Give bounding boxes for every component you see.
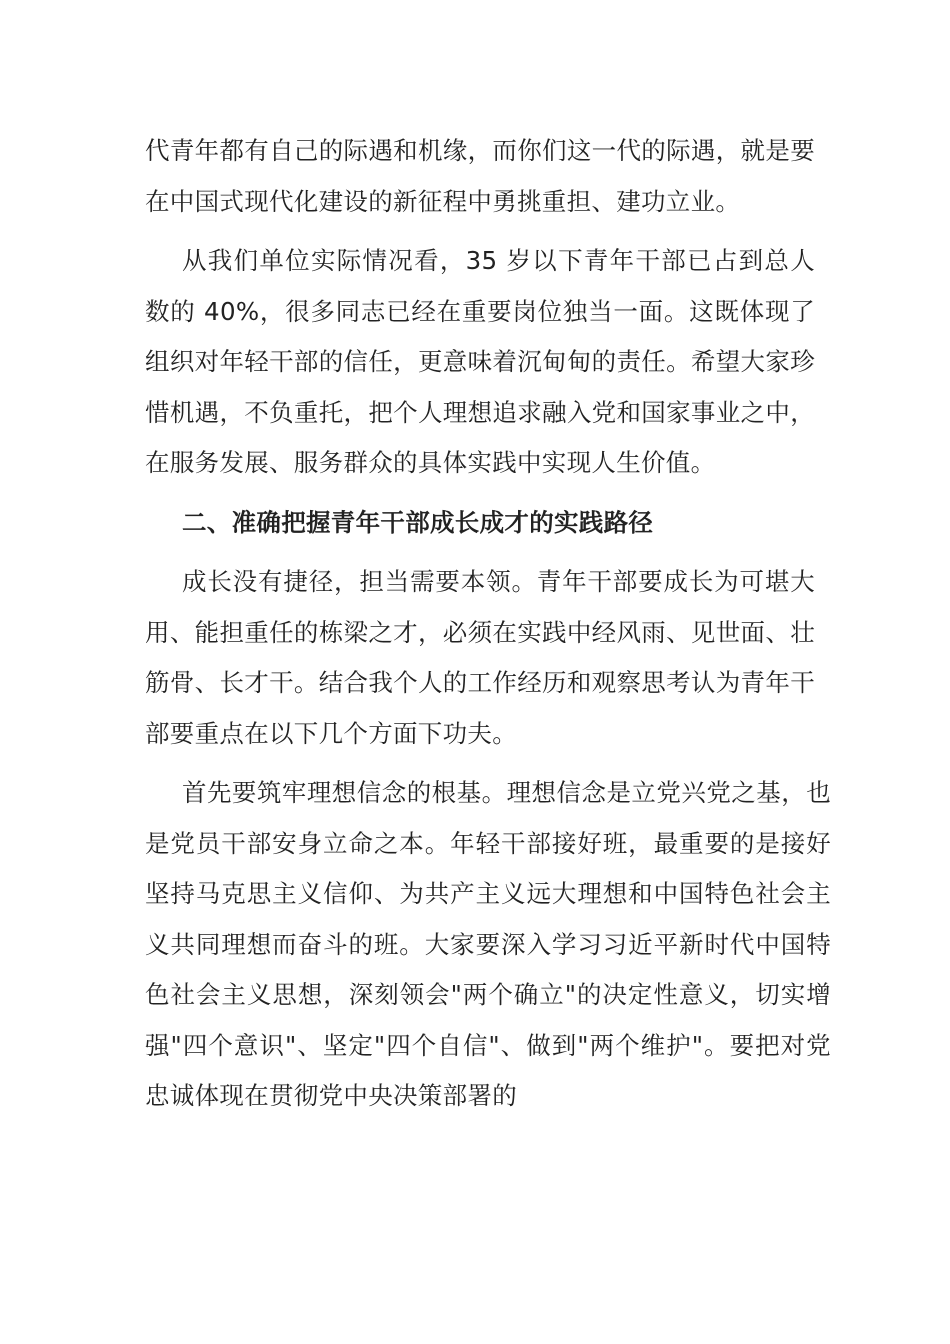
paragraph-unit-situation: 从我们单位实际情况看，35 岁以下青年干部已占到总人数的 40%，很多同志已经在重要岗位独当一面。这既体现了组织对年轻干部的信任，更意味着沉甸甸的责任。希望大家珍惜机遇，不负重托，把个人理想追求融入党和国家事业之中，在服务发展、服务群众的具体实践中实现人生价值。: [145, 246, 815, 477]
section-heading-2: 二、准确把握青年干部成长成才的实践路径: [182, 507, 654, 537]
paragraph-growth-path: 成长没有捷径，担当需要本领。青年干部要成长为可堪大用、能担重任的栋梁之才，必须在实践中经风雨、见世面、壮筋骨、长才干。结合我个人的工作经历和观察思考认为青年干部要重点在以下几个方面下功夫。: [145, 567, 815, 748]
document-body: [145, 126, 831, 1122]
paragraph-ideals-beliefs: 首先要筑牢理想信念的根基。理想信念是立党兴党之基，也是党员干部安身立命之本。年轻干部接好班，最重要的是接好坚持马克思主义信仰、为共产主义远大理想和中国特色社会主义共同理想而奋斗的班。大家要深入学习习近平新时代中国特色社会主义思想，深刻领会"两个确立"的决定性意义，切实增强"四个意识"、坚定"四个自信"、做到"两个维护"。要把对党忠诚体现在贯彻党中央决策部署的: [145, 778, 831, 1110]
paragraph-continuation: 代青年都有自己的际遇和机缘，而你们这一代的际遇，就是要在中国式现代化建设的新征程中勇挑重担、建功立业。: [145, 136, 815, 216]
